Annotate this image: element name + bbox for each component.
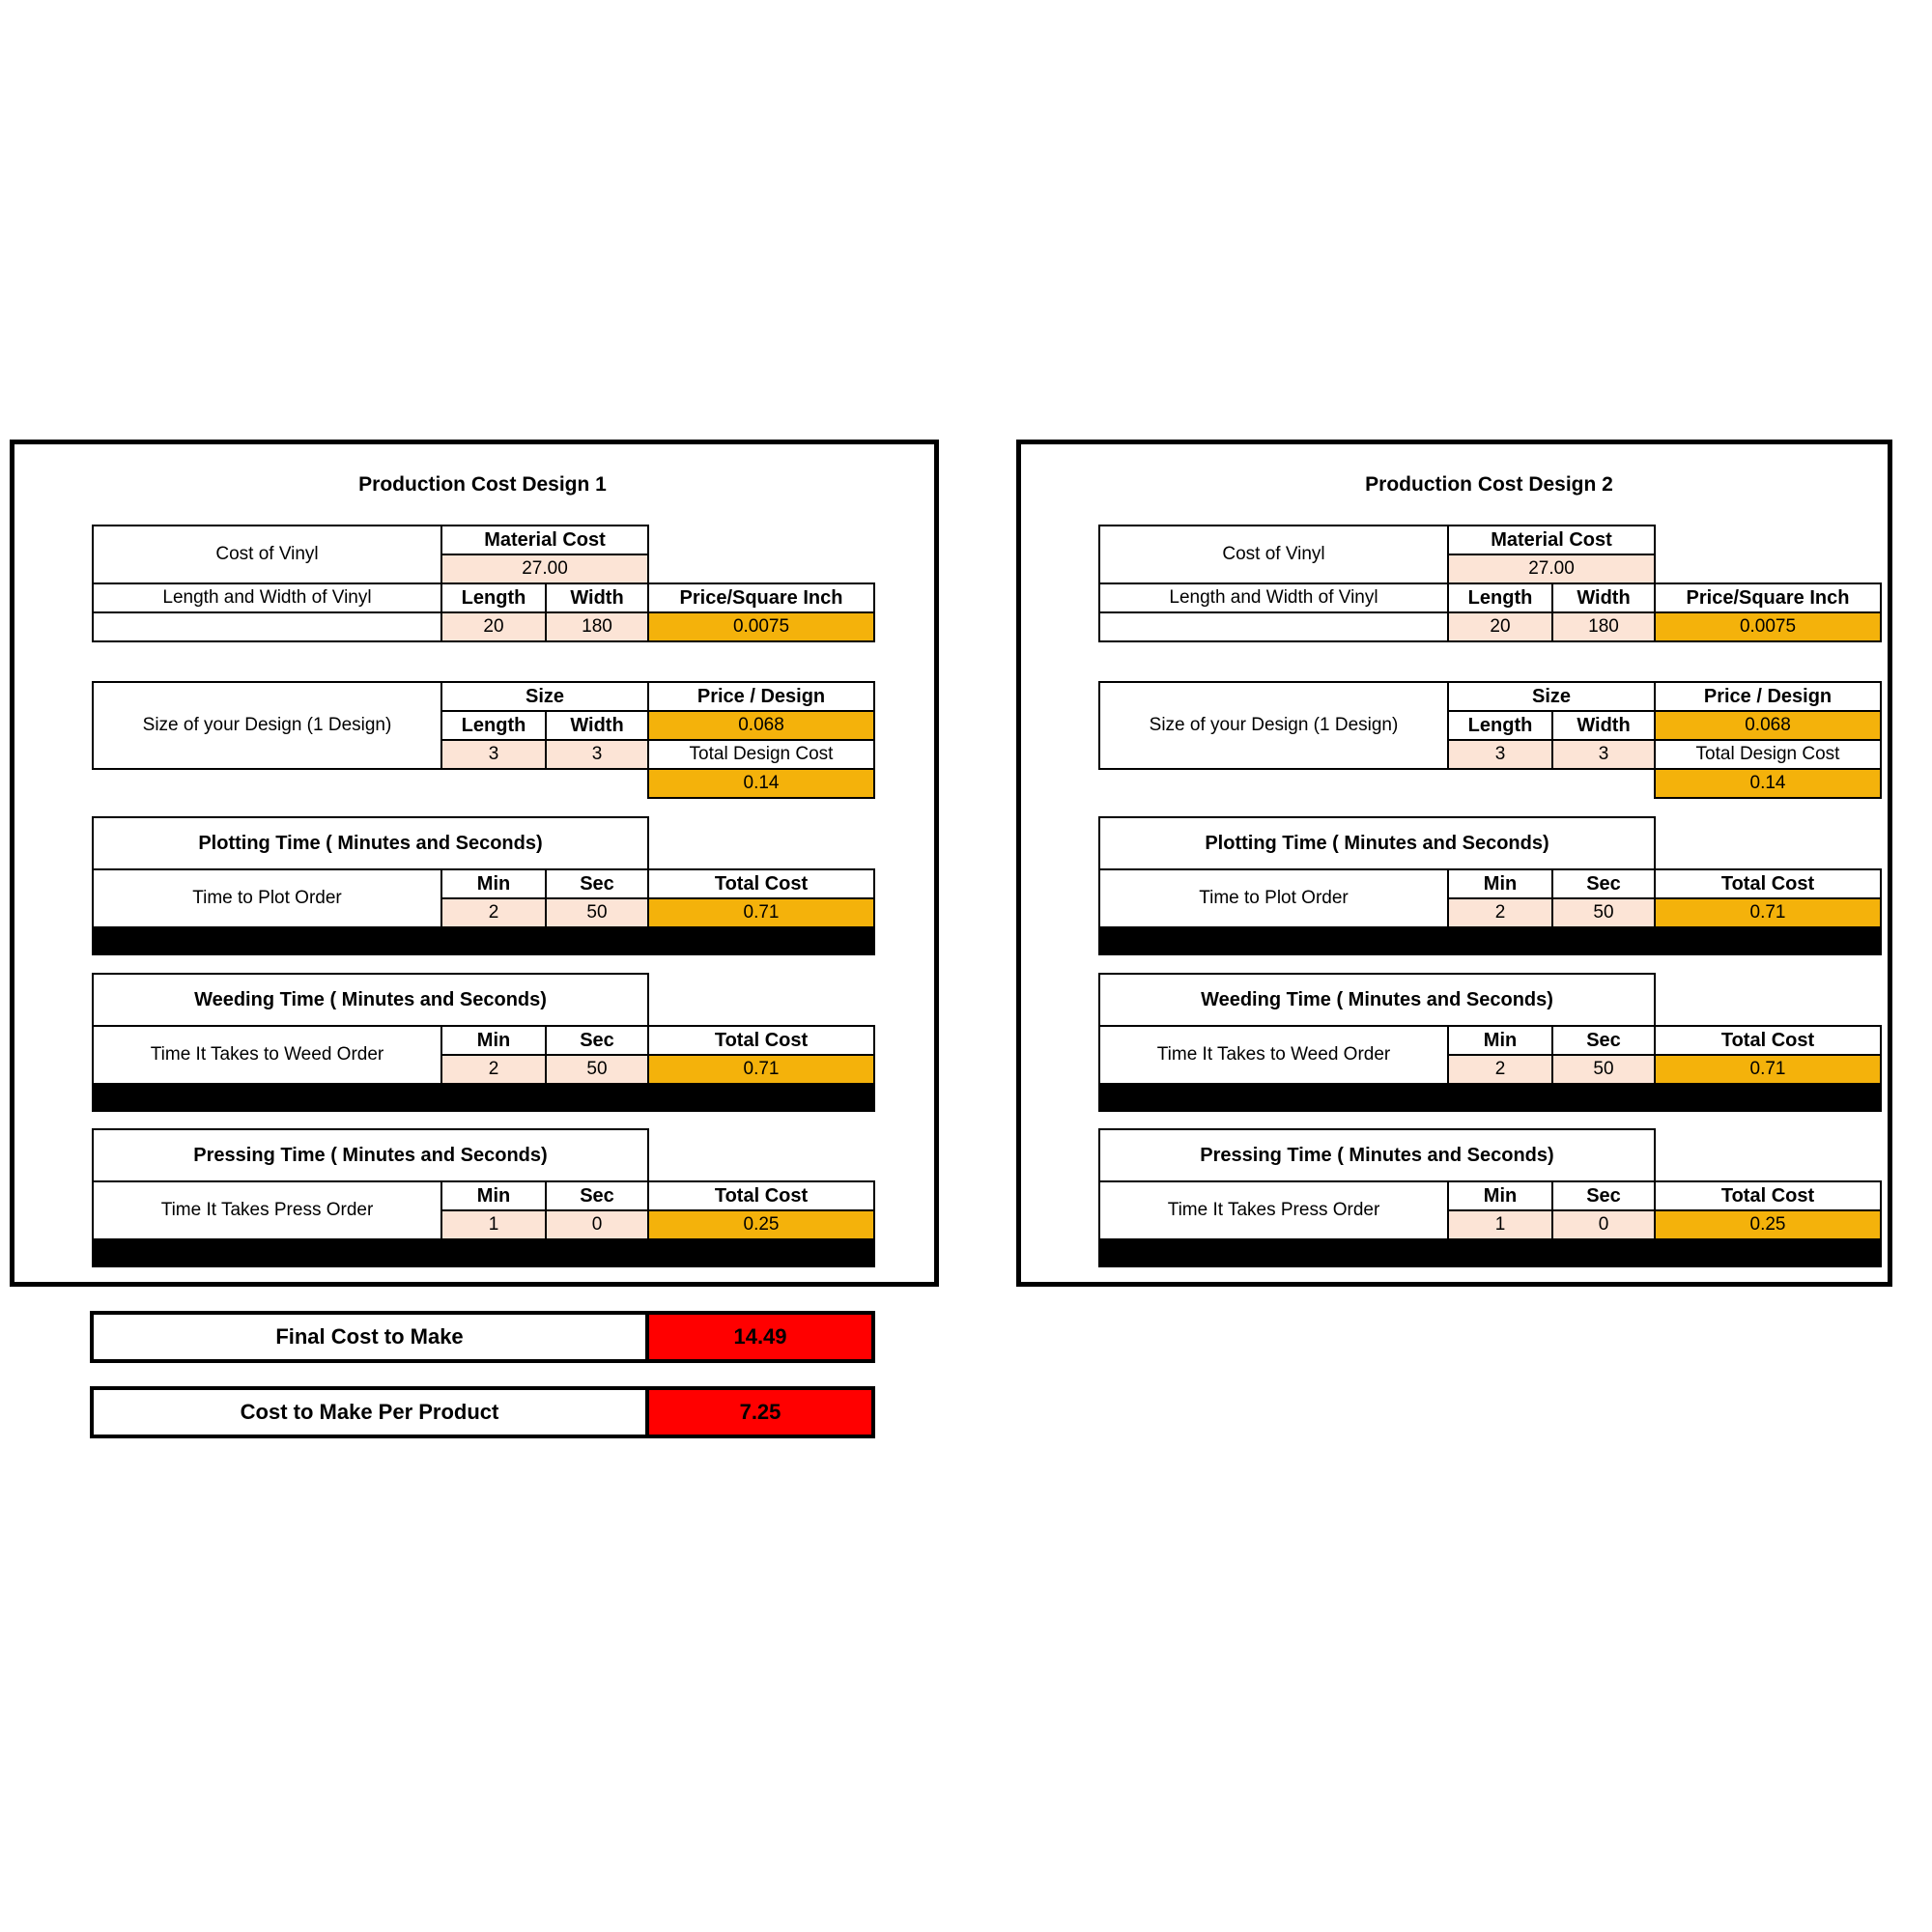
length-width-of-vinyl-label: Length and Width of Vinyl [1099, 583, 1448, 612]
width-header: Width [1552, 583, 1655, 612]
blank-cell [648, 817, 874, 869]
time-to-weed-order-label: Time It Takes to Weed Order [1099, 1026, 1448, 1084]
blank-cell [1099, 769, 1655, 798]
plot-sec-input-cell[interactable]: 50 [1552, 898, 1655, 927]
blank-cell [1655, 1129, 1881, 1181]
width-header: Width [546, 583, 648, 612]
time-to-press-order-label: Time It Takes Press Order [93, 1181, 441, 1239]
width-header: Width [1552, 711, 1655, 740]
total-cost-header: Total Cost [648, 1026, 874, 1055]
weeding-time-table [92, 973, 875, 1112]
total-design-cost-value-cell[interactable]: 0.14 [648, 769, 874, 798]
blank-cell [648, 974, 874, 1026]
vinyl-width-input-cell[interactable]: 180 [1552, 612, 1655, 641]
weeding-time-table [1098, 973, 1882, 1112]
total-cost-header: Total Cost [1655, 869, 1881, 898]
price-per-square-inch-value-cell[interactable]: 0.0075 [1655, 612, 1881, 641]
price-per-design-value-cell[interactable]: 0.068 [648, 711, 874, 740]
weed-sec-input-cell[interactable]: 50 [546, 1055, 648, 1084]
separator-bar [1099, 927, 1881, 954]
pressing-time-title: Pressing Time ( Minutes and Seconds) [1099, 1129, 1655, 1181]
pressing-time-table [1098, 1128, 1882, 1267]
press-min-input-cell[interactable]: 1 [441, 1210, 546, 1239]
width-header: Width [546, 711, 648, 740]
sec-header: Sec [546, 1181, 648, 1210]
vinyl-length-input-cell[interactable]: 20 [441, 612, 546, 641]
plot-sec-input-cell[interactable]: 50 [546, 898, 648, 927]
plot-min-input-cell[interactable]: 2 [1448, 898, 1552, 927]
material-cost-header: Material Cost [1448, 526, 1655, 554]
design-width-input-cell[interactable]: 3 [546, 740, 648, 769]
size-header: Size [441, 682, 648, 711]
plotting-time-title: Plotting Time ( Minutes and Seconds) [1099, 817, 1655, 869]
size-of-design-label: Size of your Design (1 Design) [93, 682, 441, 769]
total-cost-header: Total Cost [648, 1181, 874, 1210]
time-to-press-order-label: Time It Takes Press Order [1099, 1181, 1448, 1239]
min-header: Min [1448, 1181, 1552, 1210]
plotting-time-table [92, 816, 875, 955]
blank-cell [1655, 817, 1881, 869]
cost-of-vinyl-label: Cost of Vinyl [93, 526, 441, 583]
plotting-time-title: Plotting Time ( Minutes and Seconds) [93, 817, 648, 869]
design-width-input-cell[interactable]: 3 [1552, 740, 1655, 769]
sec-header: Sec [1552, 869, 1655, 898]
total-design-cost-label: Total Design Cost [1655, 740, 1881, 769]
total-design-cost-value-cell[interactable]: 0.14 [1655, 769, 1881, 798]
separator-bar [93, 1084, 874, 1111]
pressing-time-table [92, 1128, 875, 1267]
weeding-time-title: Weeding Time ( Minutes and Seconds) [1099, 974, 1655, 1026]
size-header: Size [1448, 682, 1655, 711]
length-header: Length [1448, 583, 1552, 612]
plot-min-input-cell[interactable]: 2 [441, 898, 546, 927]
weed-total-cost-cell[interactable]: 0.71 [1655, 1055, 1881, 1084]
length-header: Length [441, 711, 546, 740]
sec-header: Sec [1552, 1026, 1655, 1055]
press-sec-input-cell[interactable]: 0 [1552, 1210, 1655, 1239]
price-per-square-inch-value-cell[interactable]: 0.0075 [648, 612, 874, 641]
plot-total-cost-cell[interactable]: 0.71 [648, 898, 874, 927]
total-cost-header: Total Cost [648, 869, 874, 898]
price-per-design-header: Price / Design [1655, 682, 1881, 711]
material-cost-header: Material Cost [441, 526, 648, 554]
plotting-time-table [1098, 816, 1882, 955]
cost-per-product-label: Cost to Make Per Product [240, 1400, 499, 1424]
pressing-time-title: Pressing Time ( Minutes and Seconds) [93, 1129, 648, 1181]
separator-bar [93, 1239, 874, 1266]
sec-header: Sec [546, 869, 648, 898]
press-sec-input-cell[interactable]: 0 [546, 1210, 648, 1239]
press-total-cost-cell[interactable]: 0.25 [648, 1210, 874, 1239]
design-size-table [1098, 681, 1882, 799]
final-cost-row [90, 1311, 875, 1363]
size-of-design-label: Size of your Design (1 Design) [1099, 682, 1448, 769]
vinyl-cost-table [1098, 525, 1882, 642]
time-to-plot-order-label: Time to Plot Order [93, 869, 441, 927]
weed-min-input-cell[interactable]: 2 [441, 1055, 546, 1084]
sec-header: Sec [1552, 1181, 1655, 1210]
blank-cell [1655, 554, 1881, 583]
total-cost-header: Total Cost [1655, 1181, 1881, 1210]
min-header: Min [441, 1026, 546, 1055]
vinyl-width-input-cell[interactable]: 180 [546, 612, 648, 641]
cost-of-vinyl-label: Cost of Vinyl [1099, 526, 1448, 583]
design-size-table [92, 681, 875, 799]
weeding-time-title: Weeding Time ( Minutes and Seconds) [93, 974, 648, 1026]
final-cost-value-cell[interactable]: 14.49 [645, 1315, 871, 1359]
weed-sec-input-cell[interactable]: 50 [1552, 1055, 1655, 1084]
time-to-plot-order-label: Time to Plot Order [1099, 869, 1448, 927]
blank-cell [1655, 974, 1881, 1026]
panel-title: Production Cost Design 1 [358, 473, 607, 496]
blank-cell [648, 554, 874, 583]
length-width-of-vinyl-label: Length and Width of Vinyl [93, 583, 441, 612]
min-header: Min [1448, 1026, 1552, 1055]
cost-per-product-row [90, 1386, 875, 1438]
production-cost-design-1-panel [10, 440, 939, 1287]
material-cost-input-cell[interactable]: 27.00 [441, 554, 648, 583]
blank-cell [1655, 526, 1881, 554]
empty-cell [1099, 612, 1448, 641]
final-cost-label: Final Cost to Make [275, 1324, 464, 1349]
length-header: Length [1448, 711, 1552, 740]
min-header: Min [1448, 869, 1552, 898]
price-per-design-value-cell[interactable]: 0.068 [1655, 711, 1881, 740]
panel-title: Production Cost Design 2 [1365, 473, 1613, 496]
production-cost-design-2-panel [1016, 440, 1892, 1287]
plot-total-cost-cell[interactable]: 0.71 [1655, 898, 1881, 927]
time-to-weed-order-label: Time It Takes to Weed Order [93, 1026, 441, 1084]
cost-per-product-value-cell[interactable]: 7.25 [645, 1390, 871, 1435]
separator-bar [93, 927, 874, 954]
design-length-input-cell[interactable]: 3 [441, 740, 546, 769]
sec-header: Sec [546, 1026, 648, 1055]
separator-bar [1099, 1239, 1881, 1266]
length-header: Length [441, 583, 546, 612]
material-cost-input-cell[interactable]: 27.00 [1448, 554, 1655, 583]
blank-cell [648, 1129, 874, 1181]
press-min-input-cell[interactable]: 1 [1448, 1210, 1552, 1239]
min-header: Min [441, 1181, 546, 1210]
vinyl-length-input-cell[interactable]: 20 [1448, 612, 1552, 641]
price-per-square-inch-header: Price/Square Inch [648, 583, 874, 612]
weed-min-input-cell[interactable]: 2 [1448, 1055, 1552, 1084]
price-per-design-header: Price / Design [648, 682, 874, 711]
design-length-input-cell[interactable]: 3 [1448, 740, 1552, 769]
weed-total-cost-cell[interactable]: 0.71 [648, 1055, 874, 1084]
total-design-cost-label: Total Design Cost [648, 740, 874, 769]
vinyl-cost-table [92, 525, 875, 642]
blank-cell [93, 769, 648, 798]
total-cost-header: Total Cost [1655, 1026, 1881, 1055]
separator-bar [1099, 1084, 1881, 1111]
min-header: Min [441, 869, 546, 898]
blank-cell [648, 526, 874, 554]
press-total-cost-cell[interactable]: 0.25 [1655, 1210, 1881, 1239]
price-per-square-inch-header: Price/Square Inch [1655, 583, 1881, 612]
empty-cell [93, 612, 441, 641]
